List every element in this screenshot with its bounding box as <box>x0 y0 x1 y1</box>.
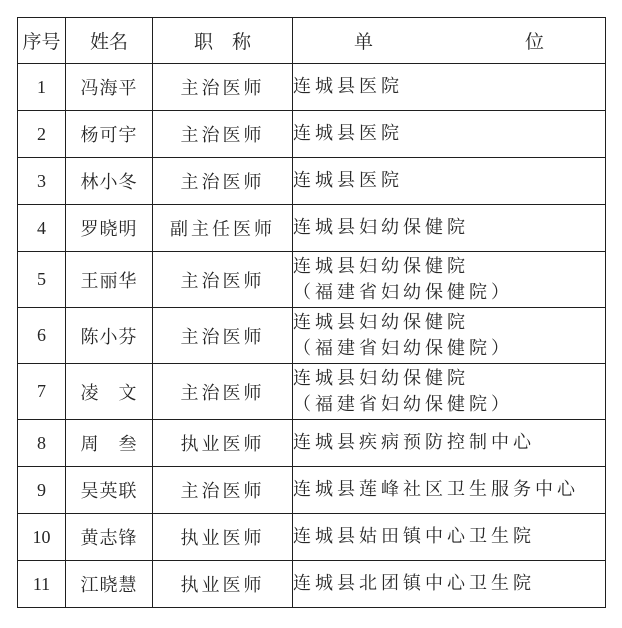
cell-name: 陈小芬 <box>66 308 153 364</box>
work-unit-line: 连城县疾病预防控制中心 <box>293 432 535 453</box>
table-row <box>18 514 606 561</box>
cell-serial-number: 6 <box>18 308 66 364</box>
cell-serial-number: 8 <box>18 420 66 467</box>
cell-name: 冯海平 <box>66 64 153 111</box>
cell-name: 王丽华 <box>66 252 153 308</box>
cell-work-unit <box>293 514 606 561</box>
header-serial-number: 序号 <box>18 18 66 64</box>
table-row <box>18 364 606 420</box>
cell-work-unit <box>293 561 606 608</box>
cell-job-title: 主治医师 <box>153 364 293 420</box>
cell-serial-number: 11 <box>18 561 66 608</box>
cell-serial-number: 5 <box>18 252 66 308</box>
table-row <box>18 420 606 467</box>
work-unit-line: 连城县医院 <box>293 170 403 191</box>
work-unit-line: 连城县医院 <box>293 76 403 97</box>
table-row <box>18 205 606 252</box>
cell-serial-number: 2 <box>18 111 66 158</box>
cell-work-unit <box>293 111 606 158</box>
cell-name: 杨可宇 <box>66 111 153 158</box>
work-unit-line: 连城县妇幼保健院 <box>293 255 469 277</box>
cell-name: 黄志锋 <box>66 514 153 561</box>
table-row <box>18 64 606 111</box>
cell-job-title: 主治医师 <box>153 158 293 205</box>
header-work-unit: 单 位 <box>293 18 606 64</box>
work-unit-line: 连城县北团镇中心卫生院 <box>293 573 535 594</box>
cell-serial-number: 4 <box>18 205 66 252</box>
cell-serial-number: 9 <box>18 467 66 514</box>
header-name: 姓名 <box>66 18 153 64</box>
cell-name: 林小冬 <box>66 158 153 205</box>
cell-work-unit <box>293 467 606 514</box>
cell-serial-number: 7 <box>18 364 66 420</box>
cell-job-title: 主治医师 <box>153 252 293 308</box>
work-unit-line: 连城县妇幼保健院 <box>293 367 469 389</box>
cell-work-unit <box>293 252 606 308</box>
cell-job-title: 主治医师 <box>153 64 293 111</box>
cell-name: 江晓慧 <box>66 561 153 608</box>
table-row <box>18 252 606 308</box>
cell-work-unit <box>293 64 606 111</box>
cell-work-unit <box>293 364 606 420</box>
work-unit-line: 连城县妇幼保健院 <box>293 311 469 333</box>
work-unit-line: 连城县医院 <box>293 123 403 144</box>
table-body <box>18 64 606 608</box>
cell-job-title: 执业医师 <box>153 420 293 467</box>
work-unit-line: 连城县莲峰社区卫生服务中心 <box>293 479 579 500</box>
cell-serial-number: 10 <box>18 514 66 561</box>
work-unit-line: 连城县姑田镇中心卫生院 <box>293 526 535 547</box>
cell-serial-number: 1 <box>18 64 66 111</box>
cell-work-unit <box>293 158 606 205</box>
work-unit-line: （福建省妇幼保健院） <box>293 337 513 359</box>
cell-serial-number: 3 <box>18 158 66 205</box>
cell-job-title: 主治医师 <box>153 111 293 158</box>
cell-name: 凌 文 <box>66 364 153 420</box>
table-header <box>18 18 606 64</box>
header-row <box>18 18 606 64</box>
cell-name: 吴英联 <box>66 467 153 514</box>
cell-name: 罗晓明 <box>66 205 153 252</box>
table-row <box>18 561 606 608</box>
cell-job-title: 主治医师 <box>153 308 293 364</box>
work-unit-line: 连城县妇幼保健院 <box>293 217 469 238</box>
header-job-title: 职 称 <box>153 18 293 64</box>
cell-work-unit <box>293 205 606 252</box>
work-unit-line: （福建省妇幼保健院） <box>293 393 513 415</box>
work-unit-line: （福建省妇幼保健院） <box>293 281 513 303</box>
cell-name: 周 叁 <box>66 420 153 467</box>
personnel-table <box>17 17 606 608</box>
cell-work-unit <box>293 308 606 364</box>
cell-job-title: 主治医师 <box>153 467 293 514</box>
table-row <box>18 111 606 158</box>
table-row <box>18 158 606 205</box>
table-row <box>18 308 606 364</box>
cell-work-unit <box>293 420 606 467</box>
table-row <box>18 467 606 514</box>
cell-job-title: 副主任医师 <box>153 205 293 252</box>
cell-job-title: 执业医师 <box>153 514 293 561</box>
cell-job-title: 执业医师 <box>153 561 293 608</box>
